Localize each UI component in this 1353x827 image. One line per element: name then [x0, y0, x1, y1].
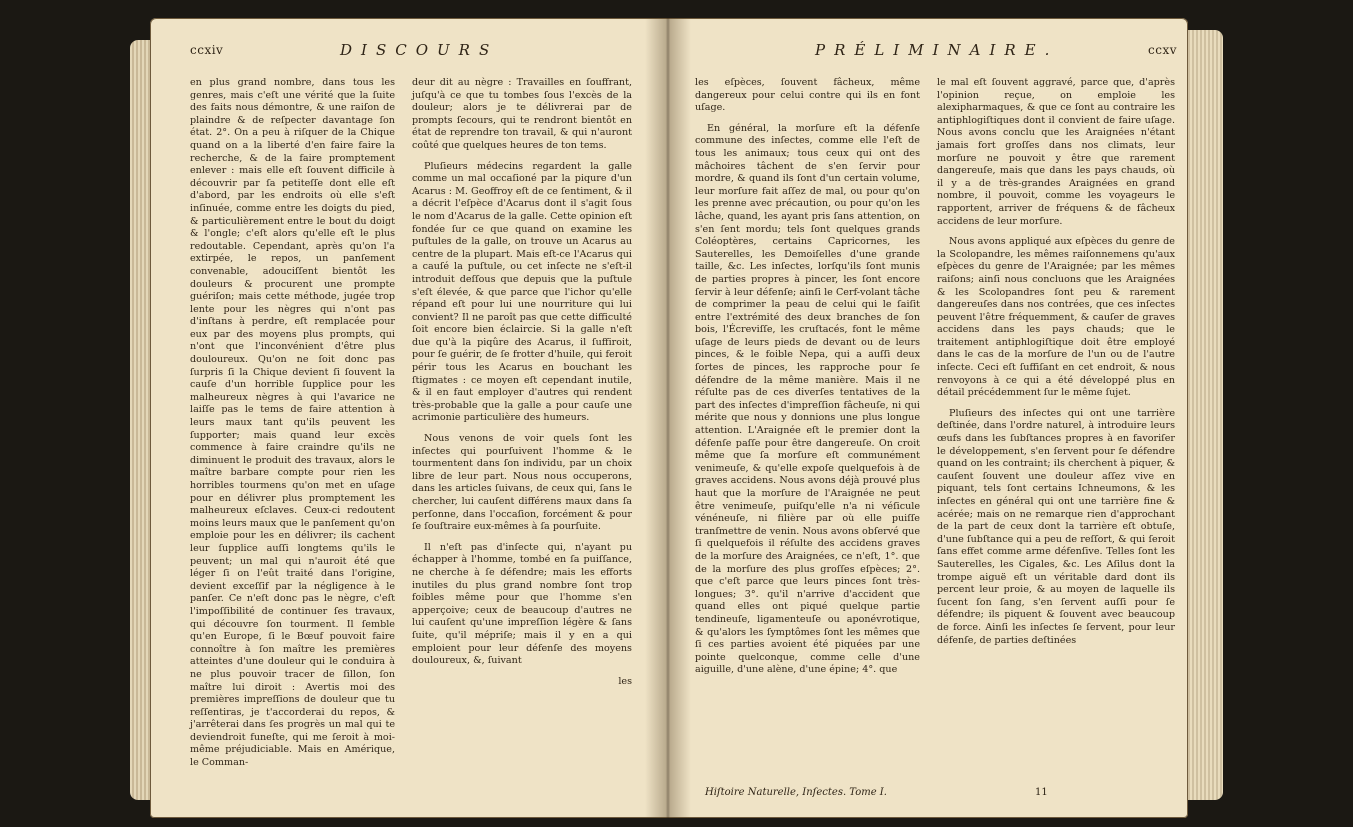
- right-folio: ccxv: [1148, 43, 1177, 57]
- signature-title: Hiſtoire Naturelle, Inſectes. Tome I.: [705, 787, 887, 798]
- right-col2-p2: Nous avons appliqué aux eſpèces du genre de la Scolopandre, les mêmes raiſonnemens qu'aux eſpèces du genre de l'Araignée; par les mêmes raiſons; ainſi nous concluons que les Araignées & les Scolopandres ſont peu & rarement dangereuſes dans nos contrées, que ces inſectes peuvent l'être fréquemment, & cauſer de graves accidens dans les pays chauds; que le traitement antiphlogiſtique doit être employé dans le cas de la morſure de l'un ou de l'autre inſecte. Ceci eſt ſuffiſant en cet endroit, & nous renvoyons à ce qui a été développé plus en détail précédemment ſur le même ſujet.: [937, 236, 1175, 399]
- left-col2-p3: Nous venons de voir quels ſont les inſectes qui pourſuivent l'homme & le tourmentent dans ſon individu, par un choix libre de leur part. Nous nous occuperons, dans les articles ſuivans, de ceux qui, ſans le chercher, lui cauſent différens maux dans ſa perſonne, dans l'occaſion, forcément & pour ſe ſouſtraire eux-mêmes à ſa pourſuite.: [412, 433, 632, 533]
- right-column-2: [937, 77, 1175, 655]
- left-column-1: [190, 77, 395, 778]
- page-edges-right: [1188, 30, 1223, 800]
- left-col1-text: en plus grand nombre, dans tous les genres, mais c'eſt une vérité que la ſuite des faits nous démontre, & une raiſon de plaindre & de reſpecter davantage ſon état. 2°. On a peu à riſquer de la Chique quand on a la liberté d'en faire faire la recherche, & de la faire promptement enlever : mais elle eſt ſouvent difficile à découvrir par ſa petiteſſe dont elle eſt d'abord, par les endroits où elle s'eſt inſinuée, comme entre les doigts du pied, & particulièrement entre le bout du doigt & l'ongle; c'eſt alors qu'elle eſt le plus redoutable. Cependant, après qu'on l'a extirpée, le repos, un panſement convenable, adouciſſent bientôt les douleurs & procurent une prompte guériſon; mais cette méthode, jugée trop lente pour les nègres qui n'ont pas d'inſtans à perdre, eſt remplacée pour eux par des moyens plus prompts, qui n'ont que l'inconvénient d'être plus douloureux. Qu'on ne ſoit donc pas ſurpris ſi la Chique devient ſi ſouvent la cauſe d'un horrible ſupplice pour les malheureux nègres à qui l'avarice ne laiſſe pas le tems de faire attention à leurs maux tant qu'ils peuvent les ſupporter; mais quand leur excès commence à faire craindre qu'ils ne diminuent le produit des travaux, alors le maître barbare compte pour rien les horribles tourmens qu'on met en uſage pour en délivrer plus promptement les malheureux eſclaves. Ceux-ci redoutent moins leurs maux que le panſement qu'on emploie pour les en délivrer; ils cachent leur ſupplice auſſi longtems qu'ils le peuvent; un mal qui n'auroit été que léger ſi on l'eût traité dans l'origine, devient exceſſif par la négligence à le panſer. Ce n'eſt donc pas le nègre, c'eſt l'impoſſibilité de continuer ſes travaux, qui découvre ſon tourment. Il ſemble qu'en Europe, ſi le Bœuf pouvoit faire connoître à ſon maître les premières atteintes d'une douleur qui le conduira à ne plus pouvoir tracer de ſillon, ſon maître lui diroit : Avertis moi des premières impreſſions de douleur que tu reſſentiras, je t'accorderai du repos, & j'arrêterai dans ſes progrès un mal qui te deviendroit funeſte, qui me ſeroit à moi-même préjudiciable. Mais en Amérique, le Comman-: [190, 77, 395, 769]
- signature-mark: 11: [1035, 787, 1048, 798]
- right-col2-p3: Pluſieurs des inſectes qui ont une tarrière deſtinée, dans l'ordre naturel, à introduire leurs œufs dans les ſubſtances propres à en favoriſer le développement, s'en ſervent pour ſe défendre quand on les contraint; ils cherchent à piquer, & cauſent ſouvent une douleur aſſez vive en piquant, tels ſont certains Ichneumons, & les inſectes en général qui ont une tarrière fine & acérée; mais on ne remarque rien d'approchant de la part de ceux dont la tarrière eſt obtuſe, d'une ſubſtance qui a peu de reſſort, & qui ſeroit ſans effet comme arme défenſive. Telles ſont les Sauterelles, les Cigales, &c. Les Aſilus dont la trompe aiguë eſt un véritable dard dont ils percent leur proie, & au moyen de laquelle ils ſucent ſon ſang, s'en ſervent auſſi pour ſe défendre; ils piquent & ſouvent avec beaucoup de force. Ainſi les inſectes ſe ſervent, pour leur défenſe, de parties deſtinées: [937, 407, 1175, 646]
- right-page-header: [695, 43, 1185, 63]
- right-col1-p2: En général, la morſure eſt la défenſe commune des inſectes, comme elle l'eſt de tous les animaux; tous ceux qui ont des mâchoires tâchent de s'en ſervir pour mordre, & quand ils ſont d'un certain volume, leur morſure fait aſſez de mal, ou pour qu'on les prenne avec précaution, ou pour qu'on les lâche, quand, les ayant pris ſans attention, on s'en ſent mordu; tels ſont quelques grands Coléoptères, certains Capricornes, les Sauterelles, les Demoiſelles d'une grande taille, &c. Les inſectes, lorſqu'ils ſont munis de parties propres à pincer, les ſont encore ſervir à leur défenſe; ainſi le Cerf-volant tâche de comprimer la peau de celui qui le ſaiſit entre l'extrémité des deux branches de ſon bois, l'Écreviſſe, les cruſtacés, font le même uſage de leurs pieds de devant ou de leurs pinces, & le foible Nepa, qui a auſſi deux ſortes de pinces, les rapproche pour ſe défendre de la même manière. Mais il ne réſulte pas de ces diverſes tentatives de la part des inſectes d'impreſſion fâcheuſe, ni qui mérite que nous y donnions une plus longue attention. L'Araignée eſt le premier dont la défenſe paſſe pour être dangereuſe. On croit même que ſa morſure eſt communément venimeuſe, & qu'elle expoſe quelquefois à de graves accidens. Nous avons déjà prouvé plus haut que la morſure de l'Araignée ne peut être venimeuſe, puiſqu'elle n'a ni véſicule vénéneuſe, ni filière par où elle puiſſe tranſmettre de venin. Nous avons obſervé que ſi quelquefois il réſulte des accidens graves de la morſure des Araignées, ce n'eſt, 1°. que de la morſure des plus groſſes eſpèces; 2°. que c'eſt parce que leurs pinces ſont très-longues; 3°. qu'il n'arrive d'accident que quand elles ont piqué quelque partie tendineuſe, ligamenteuſe ou aponévrotique, & qu'alors les ſymptômes ſont les mêmes que ſi ces parties avoient été piquées par une pointe quelconque, comme celle d'une aiguille, d'une alène, d'une épine; 4°. que: [695, 122, 920, 676]
- left-page-header: [190, 43, 640, 63]
- right-col2-p1: le mal eſt ſouvent aggravé, parce que, d'après l'opinion reçue, on emploie les alexipharmaques, & que ce ſont au contraire les antiphlogiſtiques dont il convient de faire uſage. Nous avons conclu que les Araignées n'étant jamais fort groſſes dans nos climats, leur morſure ne pouvoit y être que rarement dangereuſe, mais que dans les pays chauds, où il y a de très-grandes Araignées en grand nombre, il pouvoit, comme les voyageurs le rapportent, arriver de fréquens & de fâcheux accidens de leur morſure.: [937, 77, 1175, 227]
- book-gutter: [645, 18, 691, 818]
- left-catchword: les: [618, 675, 632, 687]
- left-column-2: [412, 77, 632, 688]
- right-running-head: PRÉLIMINAIRE.: [815, 41, 1059, 59]
- left-col2-p2: Pluſieurs médecins regardent la galle comme un mal occaſioné par la piqure d'un Acarus : M. Geoffroy eſt de ce ſentiment, & il a décrit l'eſpèce d'Acarus dont il s'agit ſous le nom d'Acarus de la galle. Cette opinion eſt fondée ſur ce que quand on examine les puſtules de la galle, on trouve un Acarus au centre de la plupart. Mais eſt-ce l'Acarus qui a cauſé la puſtule, ou cet inſecte ne s'eſt-il introduit deſſous que depuis que la puſtule s'eſt élevée, & que parce que l'ichor qu'elle répand eſt pour lui une nourriture qui lui convient? Il ne paroît pas que cette difficulté ſoit encore bien éclaircie. Si la galle n'eſt due qu'à la piqûre des Acarus, il ſuffiroit, pour ſe guérir, de ſe frotter d'huile, qui feroit périr tous les Acarus en bouchant les ſtigmates : ce moyen eſt cependant inutile, & il en faut employer d'autres qui rendent très-probable que la galle a pour cauſe une acrimonie particulière des humeurs.: [412, 160, 632, 424]
- left-running-head: DISCOURS: [340, 41, 499, 59]
- page-edges-left: [130, 40, 152, 800]
- right-column-1: [695, 77, 920, 685]
- left-folio: ccxiv: [190, 43, 224, 57]
- left-col2-p4: Il n'eſt pas d'inſecte qui, n'ayant pu échapper à l'homme, tombé en ſa puiſſance, ne cherche à ſe défendre; mais les efforts inutiles du plus grand nombre ſont trop foibles même pour que l'homme s'en apperçoive; ceux de beaucoup d'autres ne lui cauſent qu'une impreſſion légère & ſans ſuite, qu'il mépriſe; mais il y en a qui emploient pour leur défenſe des moyens douloureux, &, ſuivant: [412, 541, 632, 667]
- left-col2-p1: deur dit au nègre : Travailles en ſouffrant, juſqu'à ce que tu tombes ſous l'excès de la douleur; alors je te délivrerai par de prompts ſecours, qui te rendront bientôt en état de reprendre ton travail, & qui n'auront coûté que quelques heures de ton tems.: [412, 77, 632, 151]
- right-col1-p1: les eſpèces, ſouvent fâcheux, même dangereux pour celui contre qui ils en font uſage.: [695, 77, 920, 114]
